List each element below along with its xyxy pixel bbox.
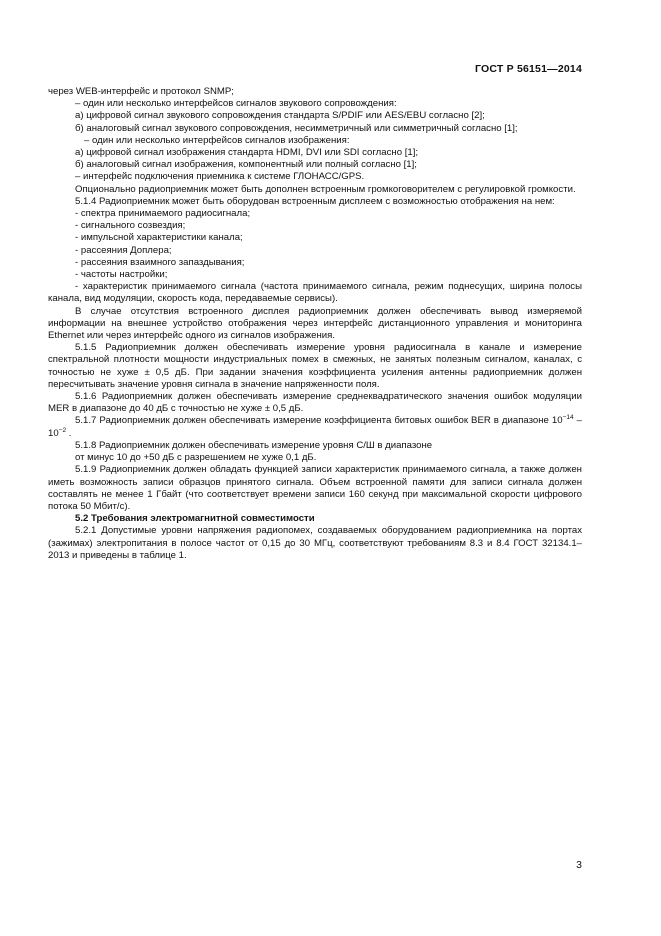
paragraph-5-1-8: 5.1.8 Радиоприемник должен обеспечивать измерение уровня С/Ш в диапазоне (75, 439, 433, 451)
paragraph-5-1-5: 5.1.5 Радиоприемник должен обеспечивать измерение уровня радиосигнала в канале и измерение спектральной плотности мощности индустриальных помех в смежных, не занятых полезным сигналом, каналах, с точностью не хуже ± 0,5 дБ. При задании значения коэффициента усиления антенны радиоприемник должен пересчитывать значение уровня сигнала в значение напряженности поля. (48, 342, 582, 390)
list-item: б) аналоговый сигнал звукового сопровождения, несимметричный или симметричный согласно [1]; (75, 122, 518, 134)
text-run: . (66, 427, 72, 439)
list-item: б) аналоговый сигнал изображения, компонентный или полный согласно [1]; (75, 159, 417, 171)
paragraph-5-1-6: 5.1.6 Радиоприемник должен обеспечивать измерение среднеквадратического значения ошибок модуляции MER в диапазоне до 40 дБ с точностью не хуже ± 0,5 дБ. (48, 391, 582, 415)
page-body (48, 86, 582, 562)
document-header: ГОСТ Р 56151—2014 (474, 63, 582, 75)
paragraph-5-1-4: 5.1.4 Радиоприемник может быть оборудован встроенным дисплеем с возможностью отображения на нем: (75, 195, 555, 207)
text-line: через WEB-интерфейс и протокол SNMP; (48, 86, 234, 97)
list-item: - сигнального созвездия; (75, 220, 186, 232)
list-item: – один или несколько интерфейсов сигналов звукового сопровождения: (75, 98, 397, 110)
list-item: - частоты настройки; (75, 269, 168, 281)
section-heading: 5.2 Требования электромагнитной совместимости (75, 513, 315, 525)
list-item: а) цифровой сигнал звукового сопровождения стандарта S/PDIF или AES/EBU согласно [2]; (75, 110, 485, 122)
page-number: 3 (576, 859, 582, 871)
list-item: - спектра принимаемого радиосигнала; (75, 208, 251, 220)
text-run: – 10 (48, 415, 582, 439)
list-item: - характеристик принимаемого сигнала (частота принимаемого сигнала, режим поднесущих, ширина полосы канала, вид модуляции, скорость кода, передаваемые сервисы). (48, 281, 582, 305)
paragraph: В случае отсутствия встроенного дисплея радиоприемник должен обеспечивать вывод измеряемой информации на внешнее устройство отображения через интерфейс дистанционного управления и мониторинга Ethernet или через интерфейс одного из сигналов изображения. (48, 305, 582, 342)
superscript: −14 (562, 414, 574, 422)
list-item: – интерфейс подключения приемника к системе ГЛОНАСС/GPS. (75, 171, 365, 183)
superscript: −2 (58, 426, 67, 434)
list-item: – один или несколько интерфейсов сигналов изображения: (84, 134, 350, 146)
paragraph-5-1-9: 5.1.9 Радиоприемник должен обладать функцией записи характеристик принимаемого сигнала, а также должен иметь возможность записи образцов принятого сигнала. Объем встроенной памяти для записи сигнала должен составлять не менее 1 Гбайт (что соответствует времени записи 160 секунд при максимальной скорости цифрового потока 50 Мбит/с). (48, 464, 582, 512)
paragraph: Опционально радиоприемник может быть дополнен встроенным громкоговорителем с регулировкой громкости. (75, 183, 576, 195)
list-item: а) цифровой сигнал изображения стандарта HDMI, DVI или SDI согласно [1]; (75, 147, 419, 159)
paragraph-5-2-1: 5.2.1 Допустимые уровни напряжения радиопомех, создаваемых оборудованием радиоприемника на портах (зажимах) электропитания в полосе частот от 0,15 до 30 МГц, соответствуют требованиям 8.3 и 8.4 ГОСТ 32134.1–2013 и приведены в таблице 1. (48, 525, 582, 561)
paragraph-5-1-8-cont: от минус 10 до +50 дБ с разрешением не хуже 0,1 дБ. (75, 452, 317, 464)
paragraph-5-1-7 (48, 415, 582, 439)
list-item: - рассеяния Доплера; (75, 244, 172, 256)
text-run: 5.1.7 Радиоприемник должен обеспечивать измерение коэффициента битовых ошибок BER в диапазоне 10 (75, 415, 563, 427)
list-item: - импульсной характеристики канала; (75, 232, 243, 244)
list-item: - рассеяния взаимного запаздывания; (75, 256, 245, 268)
